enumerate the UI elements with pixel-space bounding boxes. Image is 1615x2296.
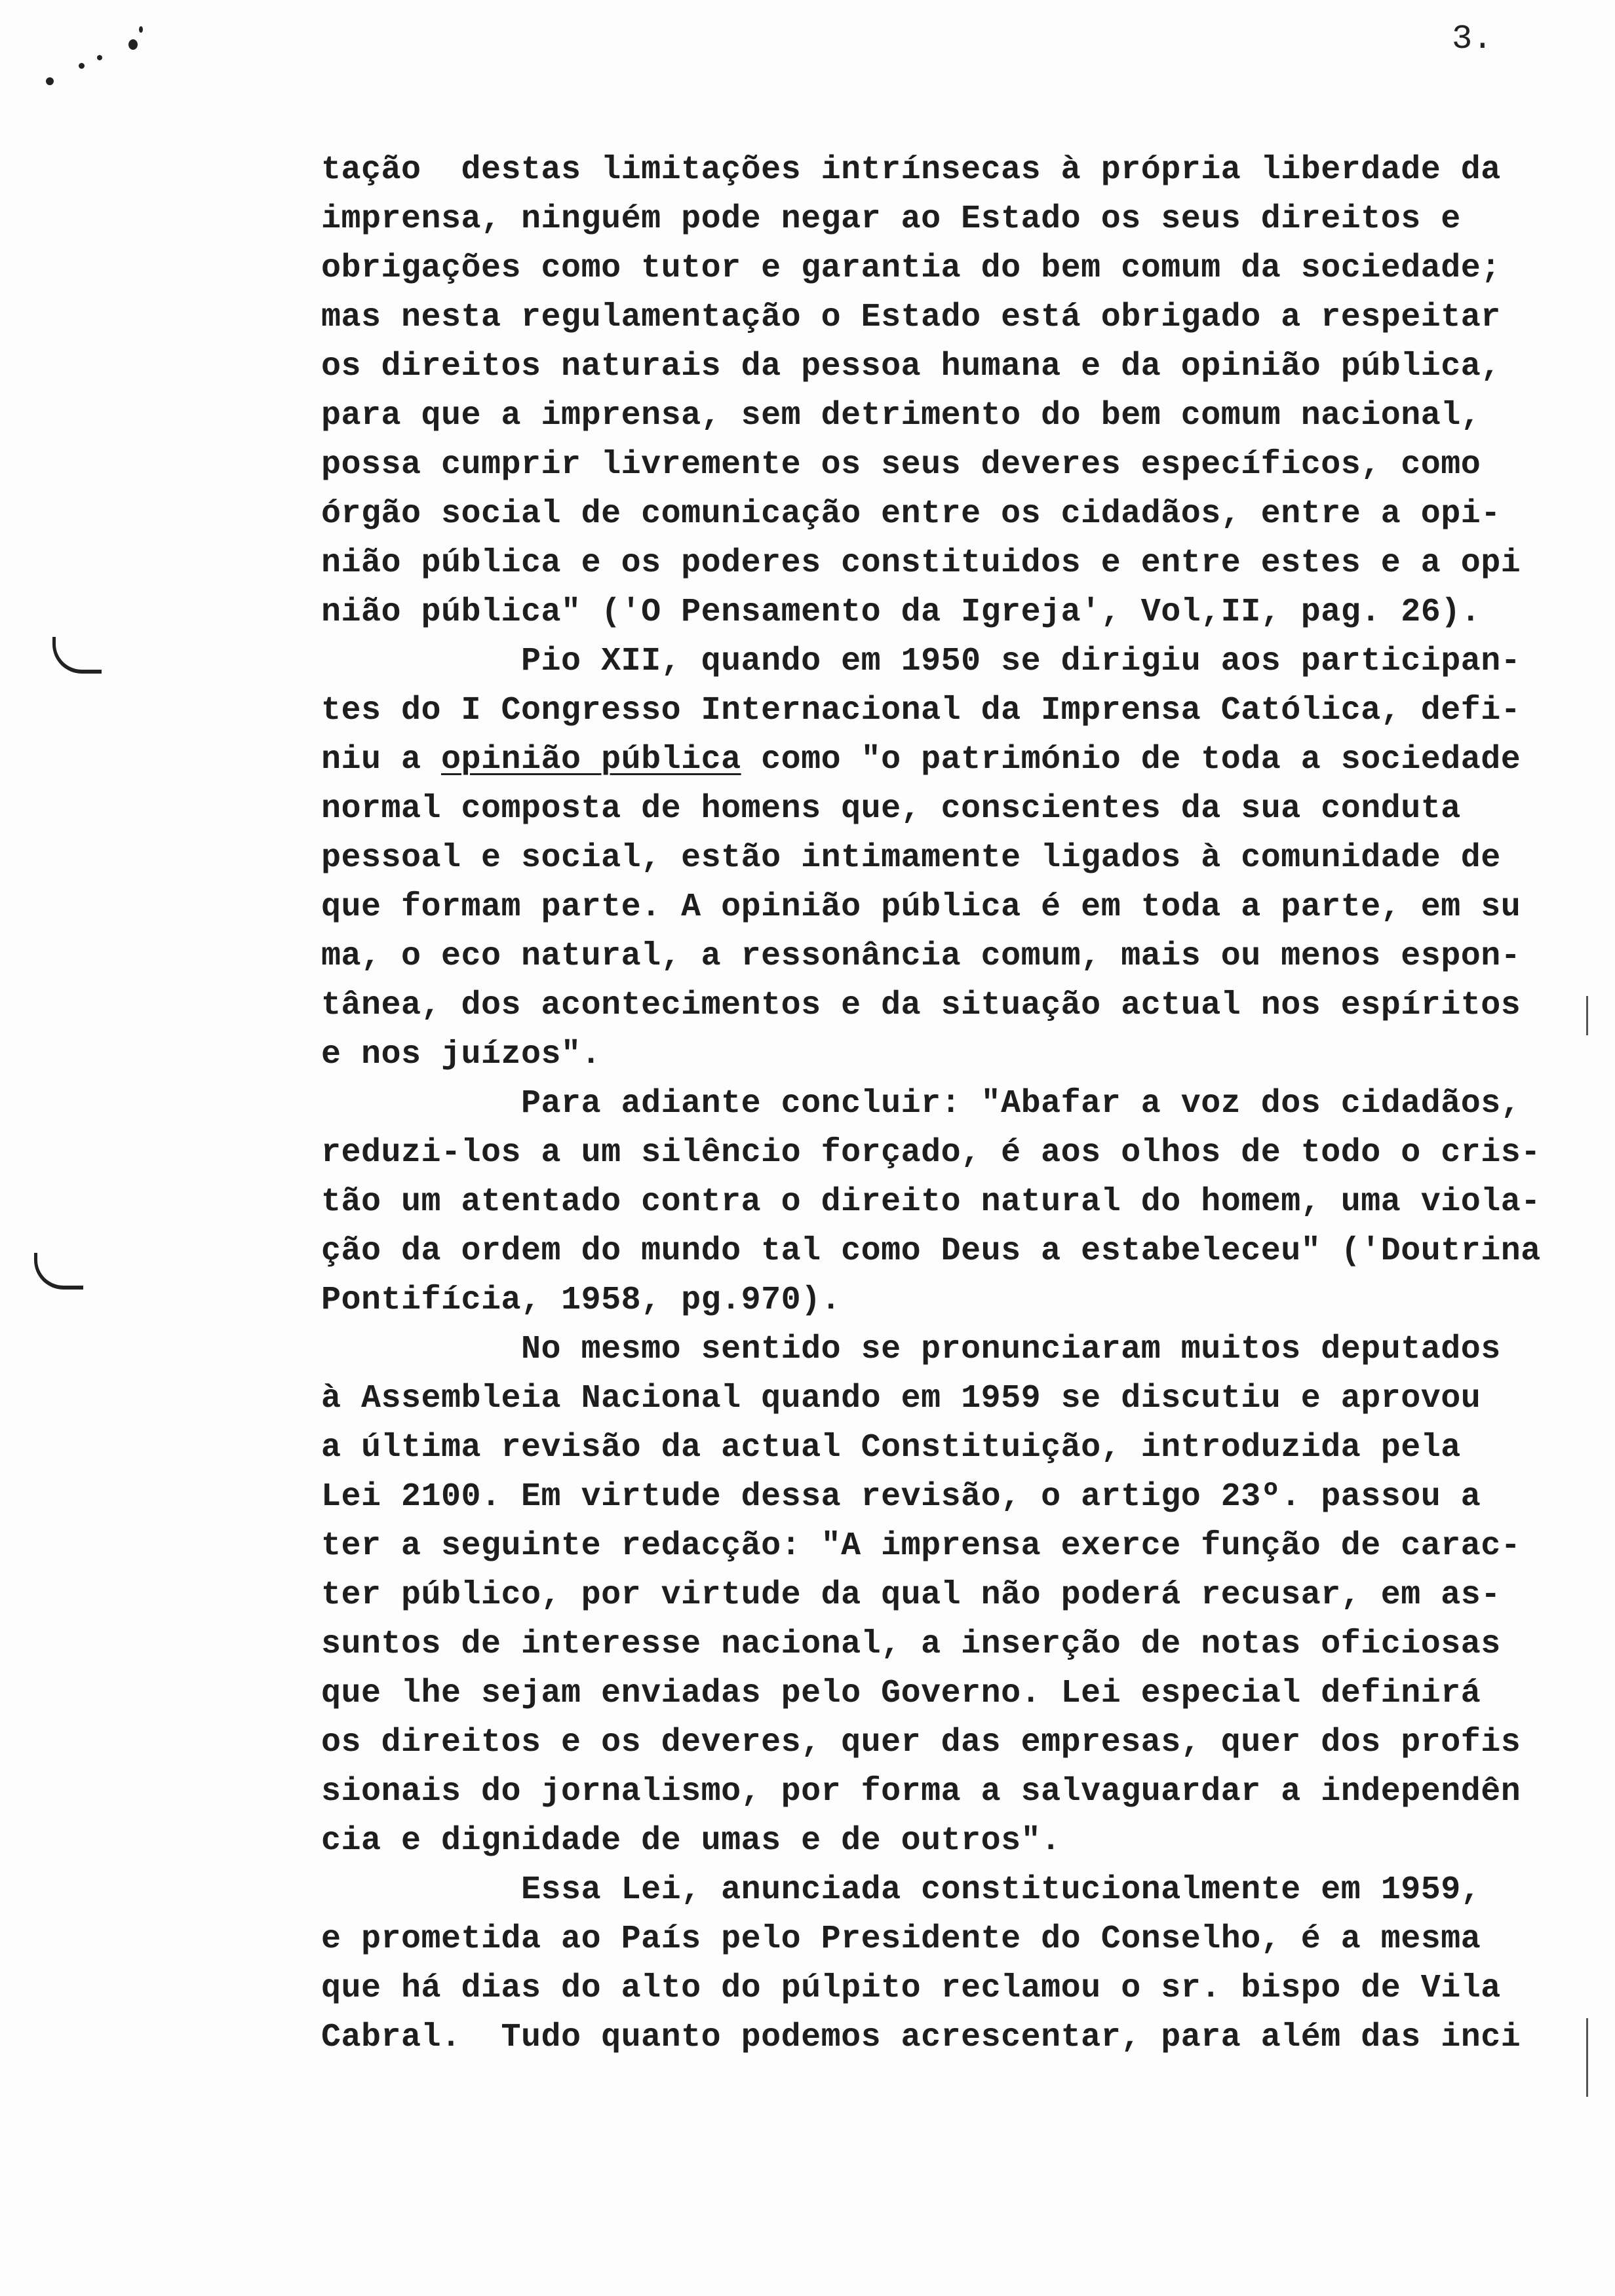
text-line: ter a seguinte redacção: "A imprensa exerce função de carac- <box>321 1527 1521 1565</box>
punch-hole-mark <box>34 1253 83 1290</box>
text-line: ma, o eco natural, a ressonância comum, mais ou menos espon- <box>321 938 1521 975</box>
text-line <box>321 741 1521 778</box>
scan-mark <box>1586 996 1588 1035</box>
text-line: tação destas limitações intrínsecas à própria liberdade da <box>321 151 1501 189</box>
text-segment: niu a <box>321 741 442 778</box>
text-line: Lei 2100. Em virtude dessa revisão, o artigo 23º. passou a <box>321 1478 1481 1516</box>
text-line: normal composta de homens que, conscientes da sua conduta <box>321 790 1461 828</box>
page-number: 3. <box>1452 20 1493 58</box>
text-line: ção da ordem do mundo tal como Deus a estabeleceu" ('Doutrina <box>321 1233 1541 1270</box>
text-line: nião pública" ('O Pensamento da Igreja', Vol,II, pag. 26). <box>321 594 1481 631</box>
punch-hole-mark <box>52 637 102 674</box>
scan-speck <box>79 63 85 69</box>
text-line: os direitos naturais da pessoa humana e da opinião pública, <box>321 348 1501 385</box>
text-line: obrigações como tutor e garantia do bem comum da sociedade; <box>321 250 1501 287</box>
text-line: a última revisão da actual Constituição, introduzida pela <box>321 1429 1461 1466</box>
text-line: imprensa, ninguém pode negar ao Estado os seus direitos e <box>321 201 1461 238</box>
text-line: possa cumprir livremente os seus deveres específicos, como <box>321 446 1481 484</box>
text-line: Pio XII, quando em 1950 se dirigiu aos participan- <box>321 643 1521 680</box>
text-line: reduzi-los a um silêncio forçado, é aos olhos de todo o cris- <box>321 1134 1541 1172</box>
text-line: Essa Lei, anunciada constitucionalmente em 1959, <box>321 1871 1481 1909</box>
text-line: Para adiante concluir: "Abafar a voz dos cidadãos, <box>321 1085 1521 1122</box>
text-line: tes do I Congresso Internacional da Imprensa Católica, defi- <box>321 692 1521 729</box>
scan-speck <box>128 39 138 50</box>
underlined-term: opinião pública <box>441 741 741 778</box>
scan-mark <box>1586 2018 1588 2097</box>
text-line: que formam parte. A opinião pública é em toda a parte, em su <box>321 889 1521 926</box>
text-line: ter público, por virtude da qual não poderá recusar, em as- <box>321 1577 1501 1614</box>
text-line: e prometida ao País pelo Presidente do Conselho, é a mesma <box>321 1921 1481 1958</box>
text-line: tânea, dos acontecimentos e da situação actual nos espíritos <box>321 987 1521 1024</box>
text-line: mas nesta regulamentação o Estado está obrigado a respeitar <box>321 299 1501 336</box>
text-line: órgão social de comunicação entre os cidadãos, entre a opi- <box>321 495 1501 533</box>
text-line: No mesmo sentido se pronunciaram muitos deputados <box>321 1331 1501 1368</box>
text-segment: como "o património de toda a sociedade <box>741 741 1521 778</box>
text-line: à Assembleia Nacional quando em 1959 se discutiu e aprovou <box>321 1380 1481 1417</box>
text-line: tão um atentado contra o direito natural do homem, uma viola- <box>321 1183 1541 1221</box>
text-line: os direitos e os deveres, quer das empresas, quer dos profis <box>321 1724 1521 1761</box>
text-line: pessoal e social, estão intimamente ligados à comunidade de <box>321 839 1501 877</box>
text-line: sionais do jornalismo, por forma a salvaguardar a independên <box>321 1773 1521 1810</box>
text-line: que lhe sejam enviadas pelo Governo. Lei especial definirá <box>321 1675 1481 1712</box>
text-line: que há dias do alto do púlpito reclamou o sr. bispo de Vila <box>321 1970 1501 2007</box>
text-line: para que a imprensa, sem detrimento do bem comum nacional, <box>321 397 1481 434</box>
text-line: Pontifícia, 1958, pg.970). <box>321 1282 842 1319</box>
text-line: cia e dignidade de umas e de outros". <box>321 1822 1061 1860</box>
text-line: nião pública e os poderes constituidos e entre estes e a opi <box>321 545 1521 582</box>
text-line: Cabral. Tudo quanto podemos acrescentar, para além das inci <box>321 2019 1521 2056</box>
text-line: e nos juízos". <box>321 1036 602 1073</box>
text-line: suntos de interesse nacional, a inserção de notas oficiosas <box>321 1626 1501 1663</box>
scan-speck <box>139 26 143 33</box>
scan-speck <box>97 55 102 60</box>
scan-speck <box>46 77 54 85</box>
